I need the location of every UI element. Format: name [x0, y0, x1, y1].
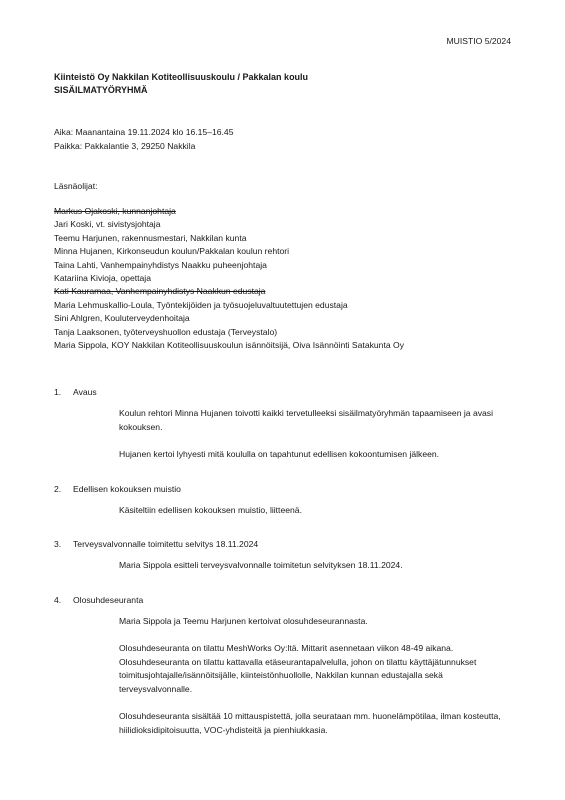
meeting-meta: [54, 125, 234, 153]
agenda-item: [54, 539, 514, 573]
agenda-item-heading: [54, 484, 514, 494]
agenda-item-number: 4.: [54, 594, 62, 605]
meeting-place: Paikka: Pakkalantie 3, 29250 Nakkila: [54, 141, 196, 151]
attendee: Maria Lehmuskallio-Loula, Työntekijöiden ja työsuojeluvaltuutettujen edustaja: [54, 299, 348, 310]
attendee: Sini Ahlgren, Kouluterveydenhoitaja: [54, 313, 190, 324]
attendee-absent: Markus Ojakoski, kunnanjohtaja: [54, 206, 176, 216]
agenda-paragraph: Maria Sippola ja Teemu Harjunen kertoivat olosuhdeseurannasta.: [119, 615, 368, 626]
agenda-item-number: 1.: [54, 387, 62, 397]
agenda-paragraph: Hujanen kertoi lyhyesti mitä koululla on tapahtunut edellisen kokoontumisen jälkeen.: [119, 449, 440, 459]
attendee: Tanja Laaksonen, työterveyshuollon edustaja (Terveystalo): [54, 326, 278, 337]
attendee: Katariina Kivioja, opettaja: [54, 273, 151, 284]
attendees-list: [54, 205, 404, 352]
agenda-paragraph: Koulun rehtori Minna Hujanen toivotti kaikki tervetulleeksi sisäilmatyöryhmän tapaamiseen ja avasi kokouksen.: [119, 408, 494, 432]
agenda-item-title: Edellisen kokouksen muistio: [73, 483, 181, 494]
agenda-item: [54, 387, 514, 462]
title-line-organization: Kiinteistö Oy Nakkilan Kotiteollisuuskoulu / Pakkalan koulu: [54, 72, 309, 82]
meeting-time: Aika: Maanantaina 19.11.2024 klo 16.15–16.45: [54, 127, 234, 137]
agenda-item-heading: [54, 387, 514, 397]
agenda-item: [54, 595, 514, 738]
attendee: Taina Lahti, Vanhempainyhdistys Naakku puheenjohtaja: [54, 259, 267, 270]
attendee: Minna Hujanen, Kirkonseudun koulun/Pakkalan koulun rehtori: [54, 246, 290, 257]
memo-number: MUISTIO 5/2024: [446, 36, 511, 46]
agenda-item-title: Olosuhdeseuranta: [73, 594, 144, 605]
agenda-item-number: 3.: [54, 539, 62, 549]
attendees-label: Läsnäolijat:: [54, 181, 98, 191]
document-title: [54, 71, 308, 97]
agenda-item-title: Terveysvalvonnalle toimitettu selvitys 18.11.2024: [73, 539, 259, 549]
agenda-item-number: 2.: [54, 483, 62, 494]
agenda-item: [54, 484, 514, 518]
attendee: Teemu Harjunen, rakennusmestari, Nakkilan kunta: [54, 232, 247, 243]
agenda-items: [54, 387, 514, 751]
agenda-paragraph: Maria Sippola esitteli terveysvalvonnalle toimitetun selvityksen 18.11.2024.: [119, 560, 403, 570]
attendee-absent: Kati Kauramaa, Vanhempainyhdistys Naakkun edustaja: [54, 286, 266, 297]
agenda-paragraph: Olosuhdeseuranta on tilattu MeshWorks Oy:ltä. Mittarit asennetaan viikon 48-49 aikana. Olosuhdeseuranta on tilattu kattavalla etäseurantapalvelulla, johon on tilattu käyttäjätunnukset toimitusjohtajalle/isännöitsijälle, kiinteistönhuollolle, Nakkilan kunnan edustajalla sekä terveysvalvonnalle.: [119, 643, 477, 694]
agenda-item-heading: [54, 595, 514, 605]
attendee: Jari Koski, vt. sivistysjohtaja: [54, 219, 161, 230]
agenda-item-heading: [54, 539, 514, 549]
agenda-item-title: Avaus: [73, 387, 97, 397]
attendee: Maria Sippola, KOY Nakkilan Kotiteollisuuskoulun isännöitsijä, Oiva Isännöinti Satakunta Oy: [54, 340, 404, 351]
agenda-paragraph: Käsiteltiin edellisen kokouksen muistio, liitteenä.: [119, 504, 302, 515]
title-line-group: SISÄILMATYÖRYHMÄ: [54, 85, 148, 95]
agenda-paragraph: Olosuhdeseuranta sisältää 10 mittauspistettä, jolla seurataan mm. huonelämpötilaa, ilman kosteutta, hiilidioksidipitoisuutta, VOC-yhdisteitä ja pienhiukkasia.: [119, 711, 501, 735]
